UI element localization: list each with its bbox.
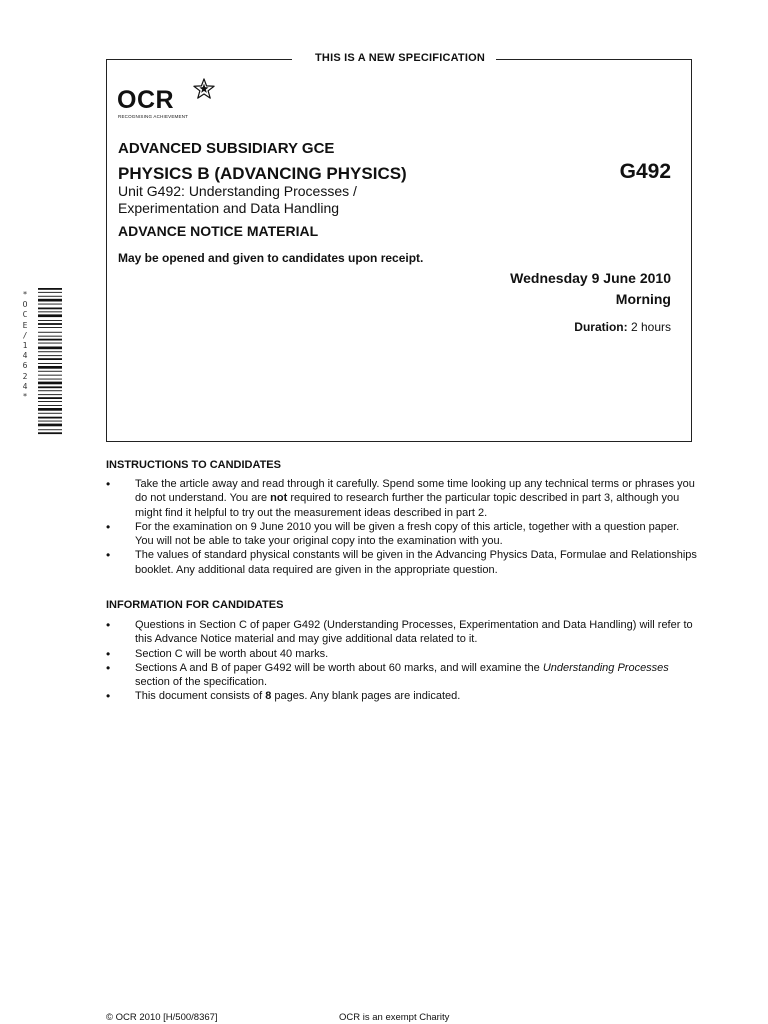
barcode-bar — [38, 421, 62, 422]
barcode-char: * — [22, 392, 28, 402]
exam-session: Morning — [615, 291, 671, 307]
barcode-bar — [38, 314, 62, 317]
barcode-bar — [38, 413, 62, 414]
subject-title: PHYSICS B (ADVANCING PHYSICS) — [118, 164, 407, 183]
barcode-char: 6 — [22, 361, 28, 371]
barcode-bar — [38, 424, 62, 427]
barcode-char: * — [22, 290, 28, 299]
list-item: • This document consists of 8 pages. Any blank pages are indicated. — [106, 689, 700, 703]
barcode-char: 2 — [22, 371, 28, 381]
information-heading: INFORMATION FOR CANDIDATES — [106, 599, 284, 611]
barcode-bar — [38, 432, 62, 434]
duration — [574, 320, 671, 334]
barcode-bar — [38, 371, 62, 372]
barcode-bar — [38, 358, 62, 360]
barcode-bar — [38, 292, 62, 293]
barcode-bar — [38, 408, 62, 411]
logo-tagline: RECOGNISING ACHIEVEMENT — [118, 114, 189, 119]
barcode-bar — [38, 296, 62, 297]
notice-title: ADVANCE NOTICE MATERIAL — [118, 223, 319, 239]
barcode-bar — [38, 343, 62, 344]
barcode-bar — [38, 332, 62, 333]
logo-text: OCR — [117, 86, 175, 114]
barcode-bar — [38, 401, 62, 402]
barcode-bar — [38, 397, 62, 399]
paper-code: G492 — [619, 160, 671, 183]
barcode-bar — [38, 429, 62, 430]
barcode-bar — [38, 405, 62, 406]
barcode-bar — [38, 323, 62, 325]
list-item: • Questions in Section C of paper G492 (Understanding Processes, Experimentation and Data Handling) will refer to this Advance Notice material and may give additional data related to it. — [106, 618, 700, 647]
barcode-bar — [38, 386, 62, 388]
barcode-char: C — [22, 310, 28, 320]
barcode-bar — [38, 366, 62, 369]
opened-note: May be opened and given to candidates upon receipt. — [118, 251, 424, 265]
star-icon — [193, 78, 215, 100]
spec-banner: THIS IS A NEW SPECIFICATION — [0, 52, 768, 64]
barcode-bar — [38, 304, 62, 305]
barcode-bar — [38, 363, 62, 364]
barcode-char: 4 — [22, 351, 28, 361]
barcode-char: 1 — [22, 341, 28, 351]
barcode-bar — [38, 308, 62, 310]
barcode-char: E — [22, 320, 28, 330]
instructions-list — [106, 477, 700, 577]
barcode-bar — [38, 379, 62, 380]
barcode-bar — [38, 375, 62, 376]
barcode-char: 4 — [22, 381, 28, 391]
barcode-bar — [38, 347, 62, 350]
information-list — [106, 618, 700, 704]
duration-value: 2 hours — [630, 320, 671, 334]
barcode-bar — [38, 327, 62, 328]
barcode-bar — [38, 417, 62, 419]
list-item: • The values of standard physical constants will be given in the Advancing Physics Data, Formulae and Relationships booklet. Any additional data required are given in the appropriate question. — [106, 548, 700, 577]
barcode-text — [20, 290, 30, 402]
barcode-bar — [38, 299, 62, 302]
list-item: • Take the article away and read through it carefully. Spend some time looking up any technical terms or phrases you do not understand. You are not required to research further the particular topic described in part 3, although you might find it helpful to try out the measurement ideas described in part 2. — [106, 477, 700, 520]
barcode-bar — [38, 394, 62, 395]
qualification: ADVANCED SUBSIDIARY GCE — [118, 140, 335, 157]
barcode-char: / — [22, 330, 28, 340]
barcode-bar — [38, 355, 62, 356]
barcode-bar — [38, 382, 62, 385]
barcode-bar — [38, 351, 62, 352]
unit-line: Experimentation and Data Handling — [118, 200, 340, 216]
duration-label: Duration: — [574, 320, 628, 334]
barcode-bar — [38, 288, 62, 290]
barcode-bar — [38, 390, 62, 391]
list-item: • Sections A and B of paper G492 will be worth about 60 marks, and will examine the Understanding Processes section of the specification. — [106, 661, 700, 690]
footer-copyright: © OCR 2010 [H/500/8367] — [106, 1012, 218, 1023]
ocr-logo — [117, 78, 217, 122]
barcode-bar — [38, 311, 62, 312]
footer-charity: OCR is an exempt Charity — [339, 1012, 450, 1023]
unit-title — [118, 183, 357, 217]
barcode-bar — [38, 339, 62, 341]
barcode-bar — [38, 320, 62, 321]
instructions-heading: INSTRUCTIONS TO CANDIDATES — [106, 459, 281, 471]
list-item: • For the examination on 9 June 2010 you will be given a fresh copy of this article, together with a question paper. You will not be able to take your original copy into the examination with you. — [106, 520, 700, 549]
barcode-char: O — [22, 300, 28, 310]
barcode-bar — [38, 336, 62, 337]
list-item: • Section C will be worth about 40 marks. — [106, 647, 700, 661]
unit-line: Unit G492: Understanding Processes / — [118, 183, 357, 199]
exam-date: Wednesday 9 June 2010 — [510, 270, 671, 286]
